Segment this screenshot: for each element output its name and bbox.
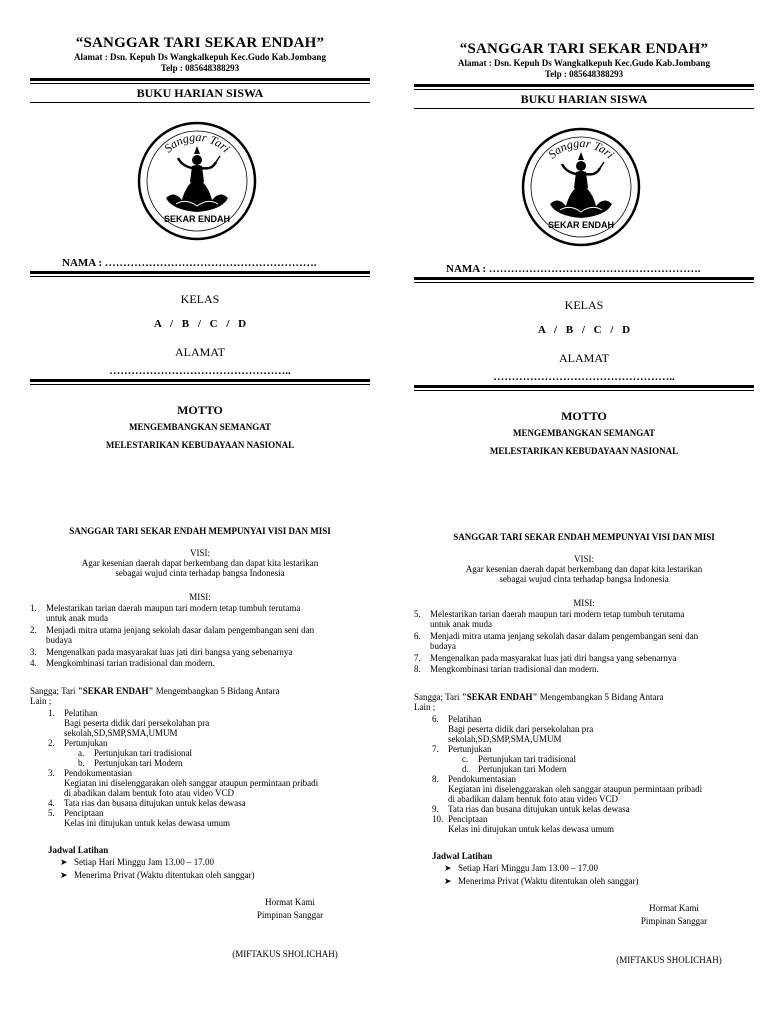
jadwal-block [432,851,754,886]
alamat-dots: ………………………………………….. [109,365,291,377]
book-title: BUKU HARIAN SISWA [136,86,264,100]
arrow-bullet-icon: ➤ [444,876,452,886]
header-rule-top [30,78,370,81]
bidang-num: 4. [48,798,55,808]
bidang-desc: di abadikan dalam bentuk foto atau video VCD [64,788,235,798]
header-rule-top-thin [30,83,370,84]
misi-text: Mengkombinasi tarian tradisional dan modern. [430,664,599,674]
bidang-sub: Pertunjukan tari Modern [94,758,183,768]
list-item [432,814,754,834]
bidang-sub: Pertunjukan tari tradisional [478,754,576,764]
visi-misi-heading: SANGGAR TARI SEKAR ENDAH MEMPUNYAI VISI DAN MISI [453,532,715,542]
bidang-list [432,714,754,834]
misi-list [30,603,370,668]
bidang-title: Pendokumentasian [64,768,132,778]
bidang-num: 8. [432,774,439,784]
visi-line-2: sebagai wujud cinta terhadap bangsa Indonesia [499,574,669,584]
misi-text-cont: untuk anak muda [430,619,492,629]
panel-right [414,6,754,1024]
list-item [432,744,754,774]
misi-text: Melestarikan tarian daerah maupun tari modern tetap tumbuh terutama [46,603,301,613]
bidang-title: Tata rias dan busana ditujukan untuk kelas dewasa [448,804,630,814]
list-item [48,768,370,798]
misi-num: 3. [30,647,37,657]
nama-rule-thin [30,276,370,277]
misi-num: 4. [30,658,37,668]
alamat-rule [30,379,370,382]
motto-line-2: MELESTARIKAN KEBUDAYAAN NASIONAL [105,440,295,450]
misi-label: MISI: [189,592,211,602]
list-item [30,603,370,623]
misi-num: 7. [414,653,421,663]
bidang-title: Pelatihan [64,708,98,718]
arrow-bullet-icon: ➤ [60,857,68,867]
panel-address: Alamat : Dsn. Kepuh Ds Wangkalkepuh Kec.Gudo Kab.Jombang [74,52,326,62]
misi-text: Mengenalkan pada masyarakat luas jati diri bangsa yang sebenarnya [46,647,293,657]
visi-label: VISI: [190,548,210,558]
bidang-desc: Kegiatan ini diselenggarakan oleh sanggar ataupun permintaan pribadi [64,778,319,788]
misi-text: Mengkombinasi tarian tradisional dan modern. [46,658,215,668]
misi-text: Menjadi mitra utama jenjang sekolah dasar dalam pengembangan seni dan [430,631,699,641]
bidang-sub: Pertunjukan tari tradisional [94,748,192,758]
bidang-desc: Bagi peserta didik dari persekolahan pra [64,718,210,728]
bidang-intro-2: Lain ; [414,702,436,712]
jadwal-item: Menerima Privat (Waktu ditentukan oleh sanggar) [458,876,639,886]
panel-left [30,0,370,1024]
bidang-num: 2. [48,738,55,748]
nama-rule [30,271,370,274]
misi-num: 8. [414,664,421,674]
list-item [48,808,370,828]
hormat-text: Hormat Kami [265,897,315,907]
signature-name: (MIFTAKUS SHOLICHAH) [616,955,722,965]
bidang-desc: Kelas ini ditujukan untuk kelas dewasa umum [448,824,614,834]
list-item [48,738,370,768]
motto-line-1: MENGEMBANGKAN SEMANGAT [512,428,656,438]
motto-line-1: MENGEMBANGKAN SEMANGAT [128,422,272,432]
header-rule-top-thin [414,89,754,90]
kelas-options: A / B / C / D [537,324,631,336]
bidang-num: 6. [432,714,439,724]
bidang-title: Pertunjukan [448,744,492,754]
logo-top-text: Sanggar Tari [161,129,233,156]
alamat-rule-thin [30,384,370,385]
bidang-intro [30,686,370,706]
misi-text-cont: untuk anak muda [46,613,108,623]
list-item [30,647,370,657]
visi-line-2: sebagai wujud cinta terhadap bangsa Indonesia [115,568,285,578]
hormat-text: Hormat Kami [649,903,699,913]
bidang-intro-c: Mengembangkan 5 Bidang Antara [153,686,280,696]
bidang-num: 3. [48,768,55,778]
sub-letter: c. [462,754,469,764]
bidang-title: Penciptaan [64,808,104,818]
misi-num: 5. [414,609,421,619]
jadwal-item: Setiap Hari Minggu Jam 13.00 – 17.00 [458,863,598,873]
bidang-desc: sekolah,SD,SMP,SMA,UMUM [448,734,562,744]
bidang-desc: di abadikan dalam bentuk foto atau video VCD [448,794,619,804]
motto-line-2: MELESTARIKAN KEBUDAYAAN NASIONAL [489,446,679,456]
bidang-num: 1. [48,708,55,718]
panel-phone: Telp : 085648388293 [544,69,624,79]
bidang-intro [414,692,754,712]
kelas-options: A / B / C / D [153,318,247,330]
misi-text: Menjadi mitra utama jenjang sekolah dasar dalam pengembangan seni dan [46,625,315,635]
sub-letter: d. [462,764,469,774]
jadwal-label: Jadwal Latihan [432,851,493,861]
visi-line-1: Agar kesenian daerah dapat berkembang dan dapat kita lestarikan [81,558,319,568]
list-item [432,774,754,804]
bidang-title: Tata rias dan busana ditujukan untuk kelas dewasa [64,798,246,808]
list-item [30,625,370,645]
nama-field: NAMA : …………………………………………………. [446,263,701,275]
alamat-label: ALAMAT [559,351,609,365]
list-item [432,804,754,814]
arrow-bullet-icon: ➤ [444,863,452,873]
kelas-label: KELAS [180,292,220,306]
list-item [414,609,754,629]
panel-address: Alamat : Dsn. Kepuh Ds Wangkalkepuh Kec.Gudo Kab.Jombang [458,58,710,68]
bidang-num: 10. [432,814,444,824]
bidang-intro-name: "SEKAR ENDAH" [77,686,154,696]
visi-block [414,554,754,584]
sub-letter: b. [78,758,85,768]
bidang-intro-2: Lain ; [30,696,52,706]
bidang-desc: sekolah,SD,SMP,SMA,UMUM [64,728,178,738]
arrow-bullet-icon: ➤ [60,870,68,880]
bidang-num: 7. [432,744,439,754]
sanggar-logo [136,120,258,242]
bidang-desc: Kelas ini ditujukan untuk kelas dewasa umum [64,818,230,828]
bidang-title: Pendokumentasian [448,774,516,784]
list-item [48,708,370,738]
nama-field: NAMA : …………………………………………………. [62,257,317,269]
list-item [414,631,754,651]
book-title-rule [414,108,754,109]
visi-misi-heading: SANGGAR TARI SEKAR ENDAH MEMPUNYAI VISI DAN MISI [69,526,331,536]
bidang-intro-name: "SEKAR ENDAH" [461,692,538,702]
alamat-dots: ………………………………………….. [493,371,675,383]
nama-rule [414,277,754,280]
list-item [414,653,754,663]
sanggar-logo [520,126,642,248]
logo-bottom-text: SEKAR ENDAH [163,214,231,224]
misi-text-cont: budaya [430,641,456,651]
misi-text: Mengenalkan pada masyarakat luas jati diri bangsa yang sebenarnya [430,653,677,663]
panel-title: “SANGGAR TARI SEKAR ENDAH” [459,41,709,57]
logo-bottom-text: SEKAR ENDAH [547,220,615,230]
jadwal-label: Jadwal Latihan [48,845,109,855]
signature-name: (MIFTAKUS SHOLICHAH) [232,949,338,959]
book-title: BUKU HARIAN SISWA [520,92,648,106]
kelas-label: KELAS [564,298,604,312]
bidang-title: Pelatihan [448,714,482,724]
bidang-desc: Kegiatan ini diselenggarakan oleh sanggar ataupun permintaan pribadi [448,784,703,794]
signature-block [624,902,724,928]
bidang-num: 5. [48,808,55,818]
bidang-intro-c: Mengembangkan 5 Bidang Antara [537,692,664,702]
bidang-sub: Pertunjukan tari Modern [478,764,567,774]
alamat-rule [414,385,754,388]
signature-block [240,896,340,922]
misi-text-cont: budaya [46,635,72,645]
jadwal-item: Menerima Privat (Waktu ditentukan oleh sanggar) [74,870,255,880]
bidang-title: Penciptaan [448,814,488,824]
misi-num: 1. [30,603,37,613]
misi-num: 2. [30,625,37,635]
bidang-list [48,708,370,828]
jadwal-block [48,845,370,880]
bidang-num: 9. [432,804,439,814]
visi-label: VISI: [574,554,594,564]
motto-label: MOTTO [561,409,607,423]
pimpinan-text: Pimpinan Sanggar [256,910,324,920]
alamat-rule-thin [414,390,754,391]
logo-top-text: Sanggar Tari [545,135,617,162]
bidang-intro-a: Sangga; Tari [414,692,462,702]
jadwal-item: Setiap Hari Minggu Jam 13.00 – 17.00 [74,857,214,867]
misi-num: 6. [414,631,421,641]
list-item [30,658,370,668]
misi-list [414,609,754,674]
list-item [414,664,754,674]
list-item [432,714,754,744]
bidang-desc: Bagi peserta didik dari persekolahan pra [448,724,594,734]
visi-block [30,548,370,578]
header-rule-top [414,84,754,87]
panel-title: “SANGGAR TARI SEKAR ENDAH” [75,35,325,51]
misi-label: MISI: [573,598,595,608]
bidang-intro-a: Sangga; Tari [30,686,78,696]
panel-phone: Telp : 085648388293 [160,63,240,73]
nama-rule-thin [414,282,754,283]
alamat-label: ALAMAT [175,345,225,359]
motto-label: MOTTO [177,403,223,417]
list-item [48,798,370,808]
visi-line-1: Agar kesenian daerah dapat berkembang dan dapat kita lestarikan [465,564,703,574]
misi-text: Melestarikan tarian daerah maupun tari modern tetap tumbuh terutama [430,609,685,619]
book-title-rule [30,102,370,103]
bidang-title: Pertunjukan [64,738,108,748]
sub-letter: a. [78,748,85,758]
pimpinan-text: Pimpinan Sanggar [640,916,708,926]
